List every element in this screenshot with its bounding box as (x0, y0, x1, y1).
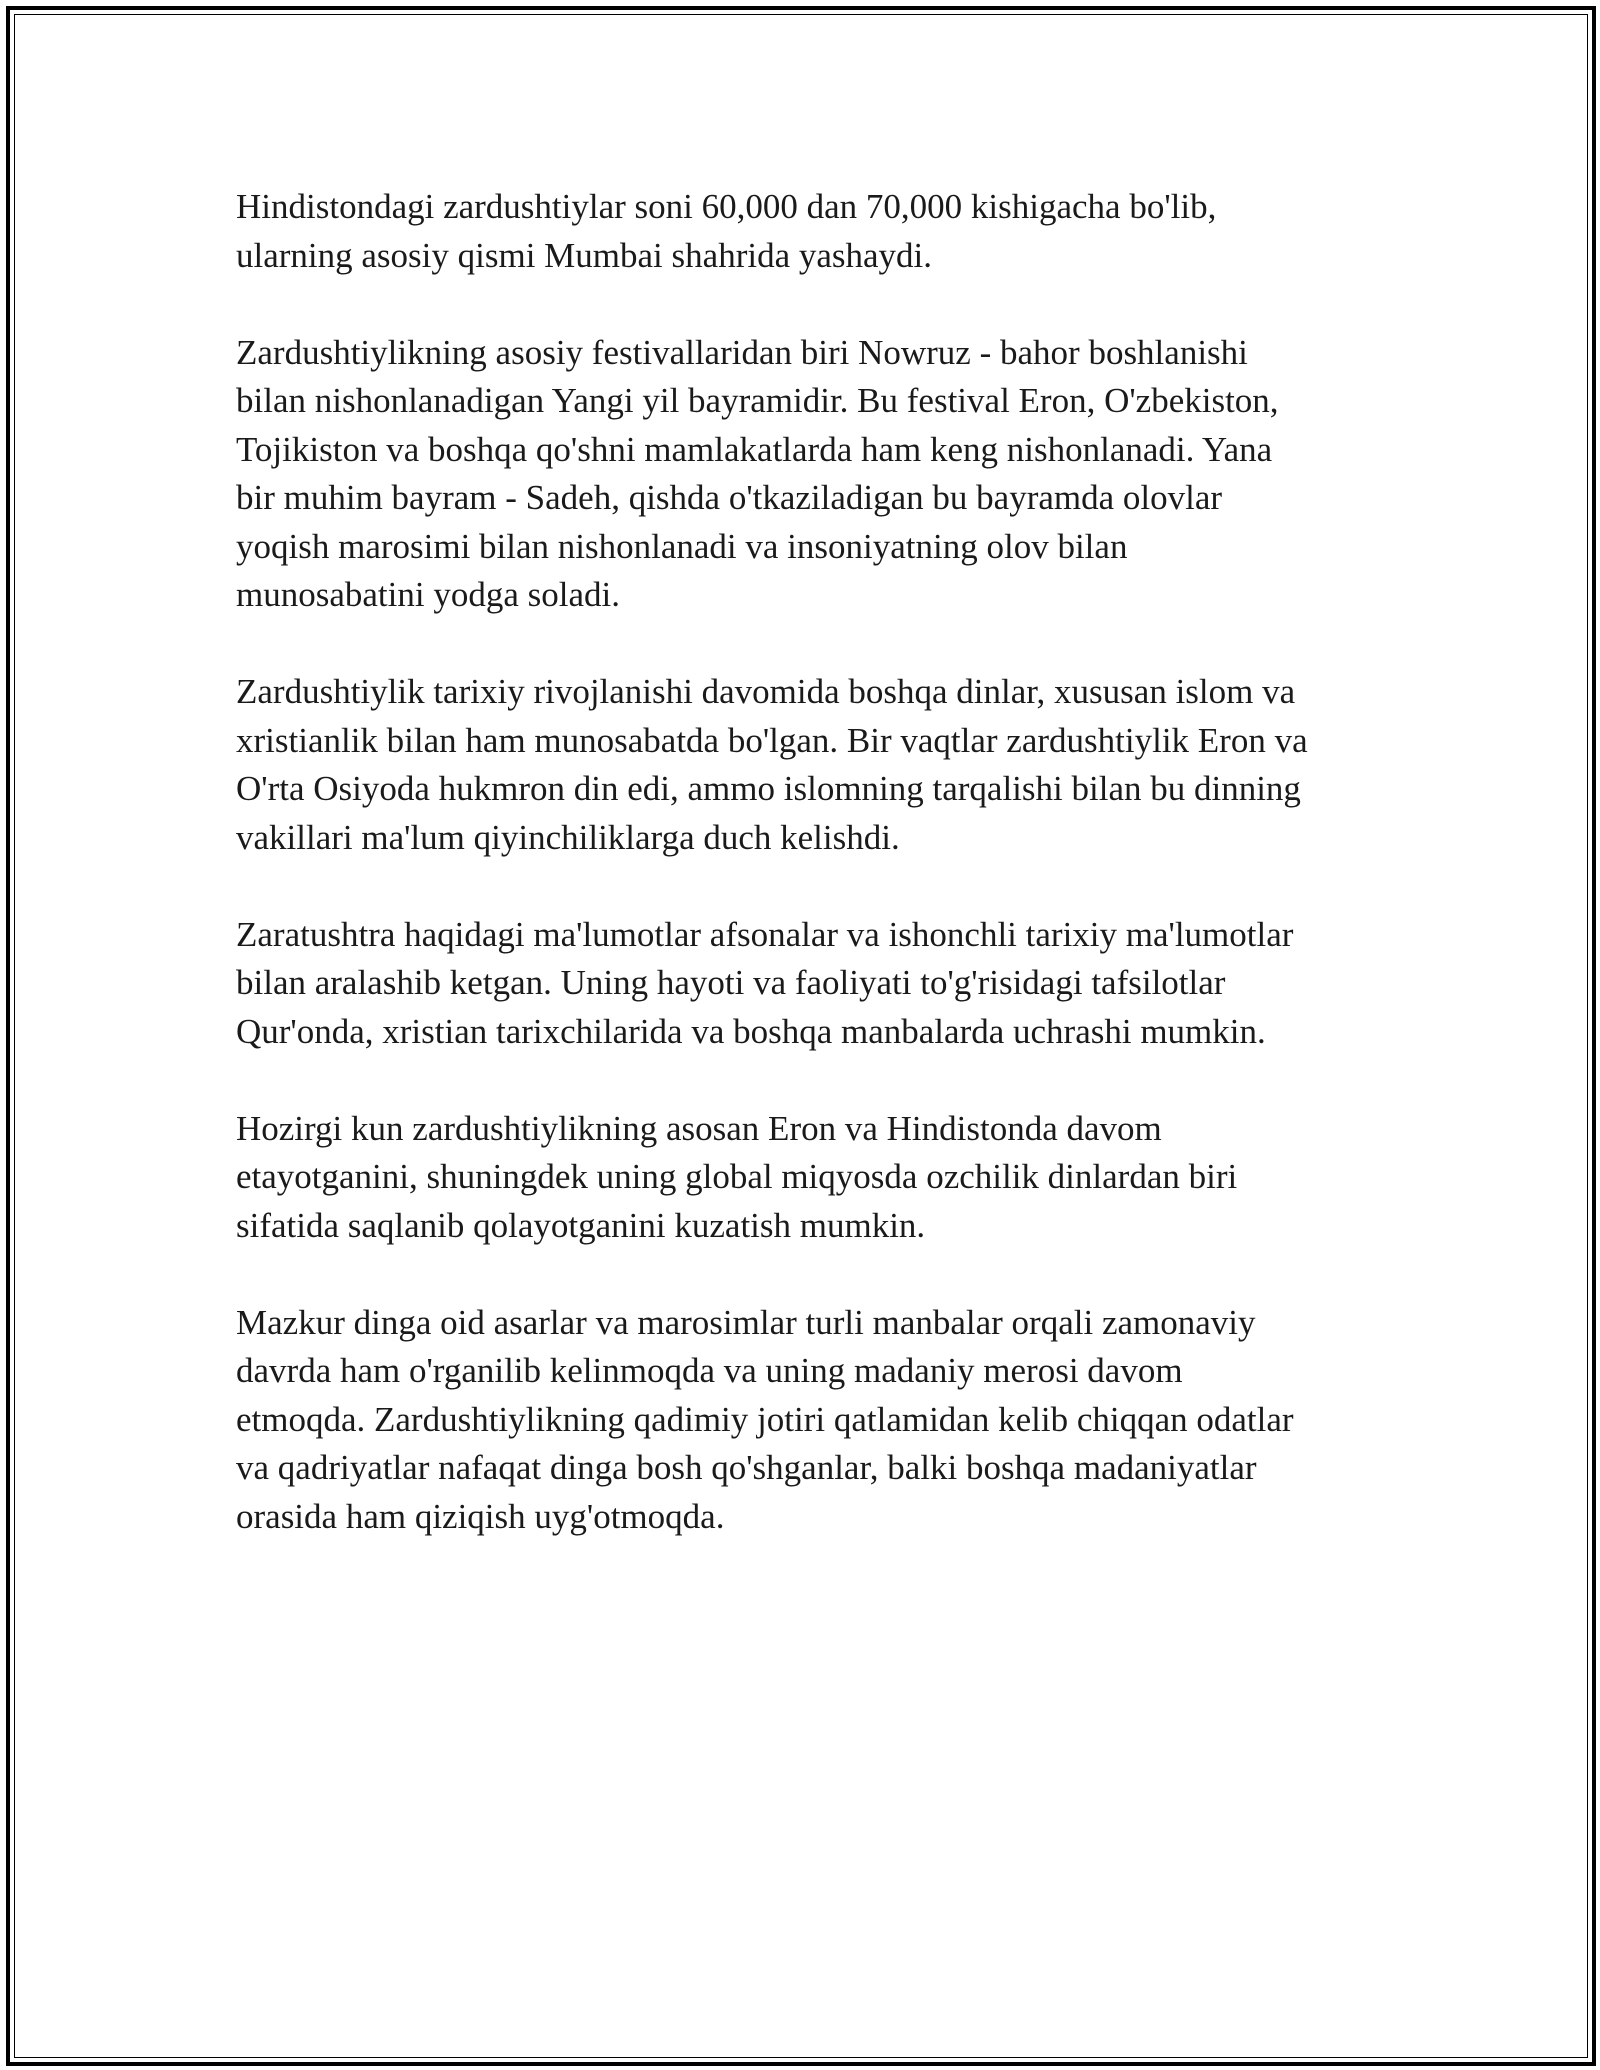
paragraph: Mazkur dinga oid asarlar va marosimlar turli manbalar orqali zamonaviy davrda ham o'rganilib kelinmoqda va uning madaniy merosi davom etmoqda. Zardushtiylikning qadimiy jotiri qatlamidan kelib chiqqan odatlar va qadriyatlar nafaqat dinga bosh qo'shganlar, balki boshqa madaniyatlar orasida ham qiziqish uyg'otmoqda. (236, 1302, 1294, 1536)
document-body (236, 183, 1396, 1590)
paragraph: Hindistondagi zardushtiylar soni 60,000 dan 70,000 kishigacha bo'lib, ularning asosiy qismi Mumbai shahrida yashaydi. (236, 187, 1217, 275)
paragraph: Zardushtiylikning asosiy festivallaridan biri Nowruz - bahor boshlanishi bilan nishonlanadigan Yangi yil bayramidir. Bu festival Eron, O'zbekiston, Tojikiston va boshqa qo'shni mamlakatlarda ham keng nishonlanadi. Yana bir muhim bayram - Sadeh, qishda o'tkaziladigan bu bayramda olovlar yoqish marosimi bilan nishonlanadi va insoniyatning olov bilan munosabatini yodga soladi. (236, 332, 1279, 614)
paragraph: Hozirgi kun zardushtiylikning asosan Eron va Hindistonda davom etayotganini, shuningdek uning global miqyosda ozchilik dinlardan biri sifatida saqlanib qolayotganini kuzatish mumkin. (236, 1108, 1238, 1245)
paragraph: Zardushtiylik tarixiy rivojlanishi davomida boshqa dinlar, xususan islom va xristianlik bilan ham munosabatda bo'lgan. Bir vaqtlar zardushtiylik Eron va O'rta Osiyoda hukmron din edi, ammo islomning tarqalishi bilan bu dinning vakillari ma'lum qiyinchiliklarga duch kelishdi. (236, 672, 1308, 857)
paragraph: Zaratushtra haqidagi ma'lumotlar afsonalar va ishonchli tarixiy ma'lumotlar bilan aralashib ketgan. Uning hayoti va faoliyati to'g'risidagi tafsilotlar Qur'onda, xristian tarixchilarida va boshqa manbalarda uchrashi mumkin. (236, 914, 1294, 1051)
